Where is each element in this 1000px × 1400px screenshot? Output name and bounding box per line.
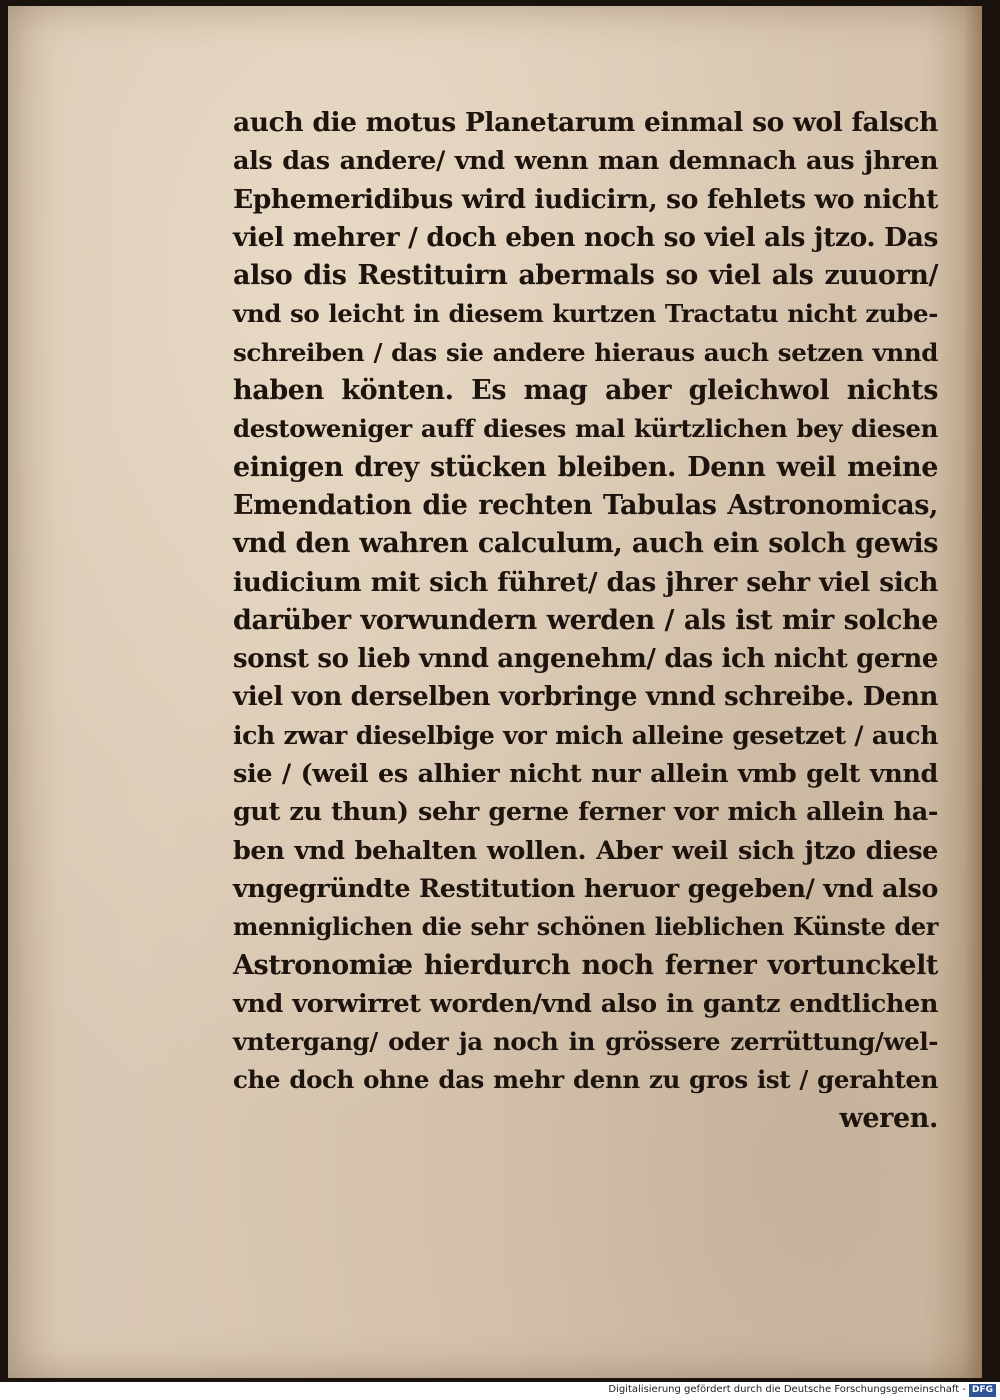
text-line: vntergang/ oder ja noch in grössere zerrüttung/wel- xyxy=(233,1027,938,1057)
text-line: auch die motus Planetarum einmal so wol falsch xyxy=(233,107,938,138)
text-line: vnd den wahren calculum, auch ein solch gewis xyxy=(233,528,938,560)
text-line: sonst so lieb vnnd angenehm/ das ich nicht gerne xyxy=(233,644,938,675)
text-line: schreiben / das sie andere hieraus auch setzen vnnd xyxy=(233,337,938,367)
text-line: haben könten. Es mag aber gleichwol nichts xyxy=(233,375,938,407)
text-line: gut zu thun) sehr gerne ferner vor mich allein ha- xyxy=(233,797,938,828)
text-line: vnd so leicht in diesem kurtzen Tractatu nicht zube- xyxy=(233,299,938,329)
text-line: Astronomiæ hierdurch noch ferner vortunckelt xyxy=(233,949,938,981)
text-line: vngegründte Restitution heruor gegeben/ vnd also xyxy=(233,873,938,904)
text-line: darüber vorwundern werden / als ist mir solche xyxy=(233,604,938,636)
text-line: menniglichen die sehr schönen lieblichen Künste der xyxy=(233,912,938,942)
text-line: ben vnd behalten wollen. Aber weil sich jtzo diese xyxy=(233,835,938,866)
book-page xyxy=(8,6,982,1378)
text-line: Emendation die rechten Tabulas Astronomicas, xyxy=(233,489,938,521)
text-line: als das andere/ vnd wenn man demnach aus jhren xyxy=(233,146,938,177)
text-line: also dis Restituirn abermals so viel als zuuorn/ xyxy=(233,260,938,292)
text-line: viel mehrer / doch eben noch so viel als jtzo. Das xyxy=(233,221,938,253)
text-line: vnd vorwirret worden/vnd also in gantz endtlichen xyxy=(233,988,938,1019)
text-line: destoweniger auff dieses mal kürtzlichen bey diesen xyxy=(233,414,938,444)
page-text-block xyxy=(233,104,938,1138)
funding-notice: Digitalisierung gefördert durch die Deutsche Forschungsgemeinschaft - xyxy=(608,1384,966,1395)
text-line: sie / (weil es alhier nicht nur allein vmb gelt vnnd xyxy=(233,759,938,790)
text-line: ich zwar dieselbige vor mich alleine gesetzet / auch xyxy=(233,720,938,750)
text-line: einigen drey stücken bleiben. Denn weil meine xyxy=(233,451,938,483)
text-line-last: weren. xyxy=(839,1102,938,1134)
text-line: iudicium mit sich führet/ das jhrer sehr viel sich xyxy=(233,566,938,598)
text-line: viel von derselben vorbringe vnnd schreibe. Denn xyxy=(233,682,938,713)
text-line: che doch ohne das mehr denn zu gros ist / gerahten xyxy=(233,1065,938,1095)
text-line: Ephemeridibus wird iudicirn, so fehlets wo nicht xyxy=(233,183,938,215)
digitization-footer xyxy=(0,1382,1000,1400)
dfg-logo[interactable]: DFG xyxy=(969,1384,996,1397)
page-edge-shadow xyxy=(964,6,982,1378)
